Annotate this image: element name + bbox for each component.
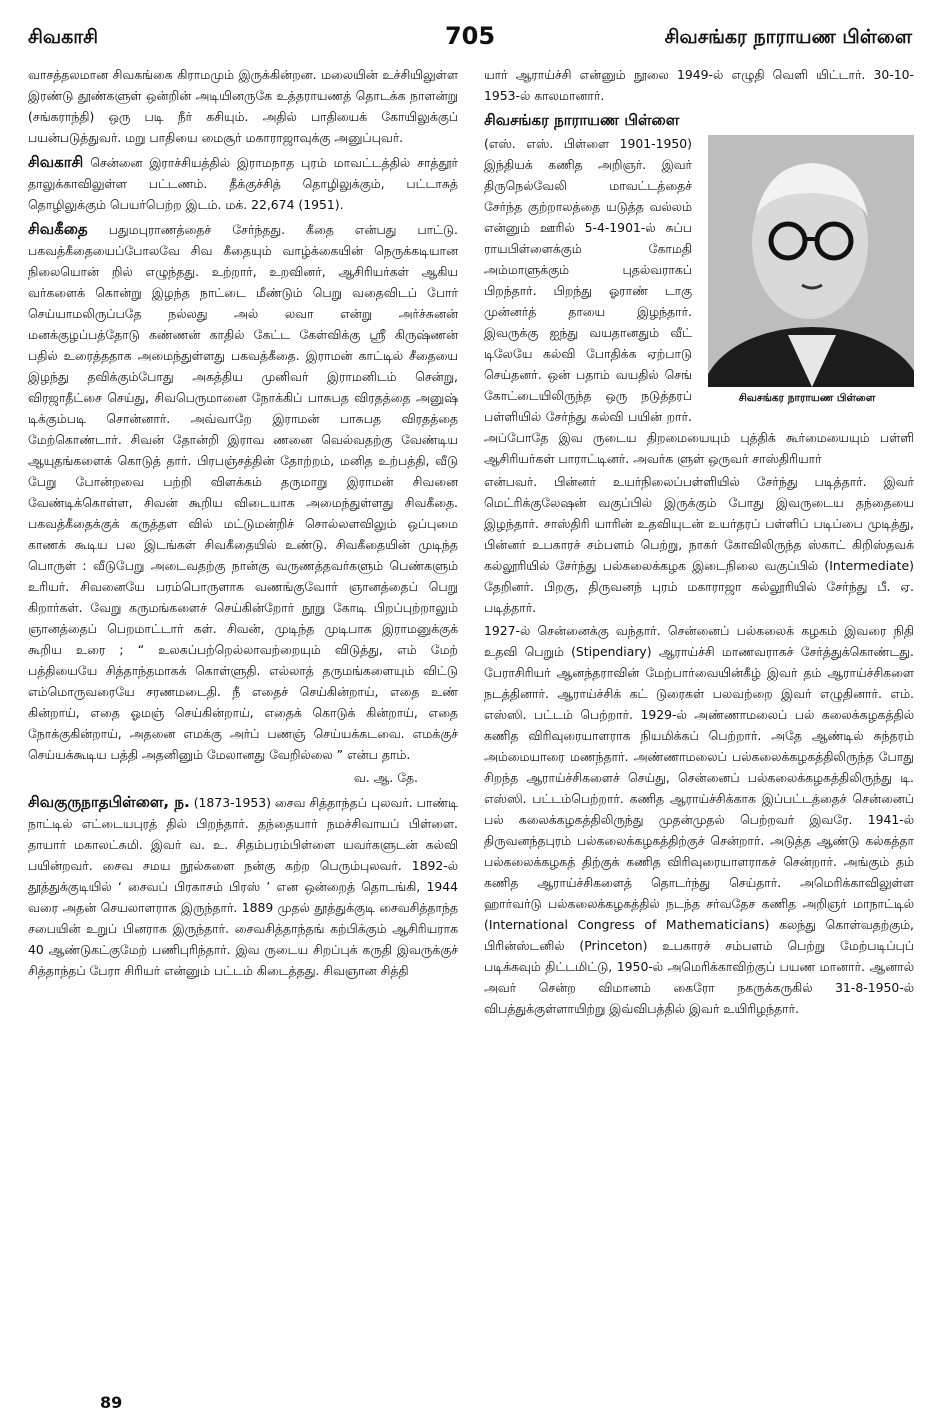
footer-page-number: 89 [100,1393,123,1412]
entry-headword: சிவசங்கர நாராயண பிள்ளை [484,111,680,129]
entry-headword: சிவகுருநாதபிள்ளை, ந. [28,793,190,811]
portrait-illustration [708,135,914,387]
portrait-caption: சிவசங்கர நாராயண பிள்ளை [738,392,876,404]
author-signature: வ. ஆ. தே. [353,770,418,785]
portrait-figure [700,135,914,405]
entry-body-continued: (எஸ். எஸ். பிள்ளை 1901-1950) இந்தியக் கணித அறிஞர். இவர் திருநெல்வேலி மாவட்டத்தைச் சேர்ந்த குற்றாலத்தை யடுத்த வல்லம் என்னும் ஊரில் 5-4-1901-ல் சுப்ப ராயபிள்ளைக்கும் கோமதி அம்மாளுக்கும் புதல்வராகப் பிறந்தார். பிறந்து ஓராண் டாகு முன்னர்த் தாயை இழந்தார். இவருக்கு ஐந்து வயதானதும் வீட் டிலேயே கல்வி போதிக்க ஏற்பாடு செய்தனர். ஒன் பதாம் வயதில் செங் கோட்டையிலிருந்த ஒரு நடுத்தரப் பள்ளியில் சேர்ந்து கல்வி பயின் றார். அப்போதே இவ ருடைய திறமையையும் புத்திக் கூர்மையையும் பள்ளி ஆசிரியர்கள் பாராட்டினர். அவர்க ளுள் ஒருவர் சாஸ்திரியார் [484,136,914,466]
portrait-photo [708,135,914,387]
page-number: 705 [444,22,496,50]
entry-headword: சிவகீதை [28,220,88,238]
entry-headword: சிவகாசி [28,153,84,171]
right-column [484,64,914,1021]
entry-body: சென்னை இராச்சியத்தில் இராமநாத புரம் மாவட்டத்தில் சாத்தூர் தாலுக்காவிலுள்ள பட்டணம். தீக்குச்சித் தொழிலுக்கும், பட்டாசுத் தொழிலுக்கும் பெயர்பெற்ற இடம். மக். 22,674 (1951). [28,155,458,212]
left-column [28,64,458,983]
entry-body: (1873-1953) சைவ சித்தாந்தப் புலவர். பாண்டி நாட்டில் எட்டையபுரத் தில் பிறந்தார். தந்தையார் நமச்சிவாயப் பிள்ளை. தாயார் மகாலட்சுமி. இவர் வ. உ. சிதம்பரம்பிள்ளை யவர்களுடன் கல்வி பயின்றவர். சைவ சமய நூல்களை நன்கு கற்ற பெரும்புலவர். 1892-ல் தூத்துக்குடியில் ‘ சைவப் பிரகாசம் பிரஸ் ’ என ஒன்றைத் தொடங்கி, 1944 வரை அதன் செயலாளராக இருந்தார். 1889 முதல் தூத்துக்குடி சைவசித்தாந்த சபையின் உறுப் பினராக இருந்தார். சைவசித்தாந்தங் கற்பிக்கும் ஆசிரியராக 40 ஆண்டுகட்குமேற் பணிபுரிந்தார். இவ ருடைய சிறப்புக் கருதி இவருக்குச் சித்தாந்தப் பேரா சிரியர் என்னும் பட்டம் கிடைத்தது. சிவஞான சித்தி [28,795,458,978]
entry-sivakasi [28,152,458,215]
entry-sivagurunathapillai [28,792,458,981]
entry-sivasankara-narayana-pillai [484,110,914,131]
entry-sivagitai [28,219,458,765]
running-head-right: சிவசங்கர நாராயண பிள்ளை [664,26,912,48]
entry-body-continued: 1927-ல் சென்னைக்கு வந்தார். சென்னைப் பல்கலைக் கழகம் இவரை நிதி உதவி பெறும் (Stipendiary) ஆராய்ச்சி மாணவராகச் சேர்த்துக்கொண்டது. பேராசிரியர் ஆனந்தராவின் மேற்பார்வையின்கீழ் இவர் தம் ஆராய்ச்சிகளை நடத்தினார். ஆராய்ச்சிக் கட் டுரைகள் பலவற்றை இவர் எழுதினார். எம். எஸ்ஸி. பட்டம் பெற்றார். 1929-ல் அண்ணாமலைப் பல் கலைக்கழகத்தில் கணித விரிவுரையாளராக நியமிக்கப் பெற்றார். அதே ஆண்டில் சுந்தரம் அம்மையாரை மணந்தார். அண்ணாமலைப் பல்கலைக்கழகத்திலிருந்த போது சிறந்த ஆராய்ச்சிகளைச் செய்து, சென்னைப் பல்கலைக்கழகத்திலிருந்து டி. எஸ்ஸி. பட்டம்பெற்றார். கணித ஆராய்ச்சிக்காக இப்பட்டத்தைச் சென்னைப் பல் கலைக்கழகத்திலிருந்து முதன்முதல் பெற்றவர் இவரே. 1941-ல் திருவனந்தபுரம் பல்கலைக்கழகத்திற்குச் சென்றார். அடுத்த ஆண்டு கல்கத்தா பல்கலைக்கழகத் திற்குக் கணித விரிவுரையாளராகச் சென்றார். அங்கும் தம் கணித ஆராய்ச்சிகளைத் தொடர்ந்து செய்தார். அமெரிக்காவிலுள்ள ஹார்வர்டு பல்கலைக்கழகத்தில் நடந்த சர்வதேச கணித அறிஞர் மாநாட்டில் (International Congress of Mathematicians) கலந்து கொள்வதற்கும், பிரின்ஸ்டனில் (Princeton) உபகாரச் சம்பளம் பெற்று மேற்படிப்புப் படிக்கவும் திட்டமிட்டு, 1950-ல் அமெரிக்காவிற்குப் பயண மானார். ஆனால் அவர் சென்ற விமானம் கைரோ நகருக்கருகில் 31-8-1950-ல் விபத்துக்குள்ளாயிற்று இவ்விபத்தில் இவர் உயிரிழந்தார். [484,623,914,1016]
entry-body-continued: என்பவர். பின்னர் உயர்நிலைப்பள்ளியில் சேர்ந்து படித்தார். இவர் மெட்ரிக்குலேஷன் வகுப்பில் இருக்கும் போது இவருடைய தந்தையை இழந்தார். சாஸ்திரி யாரின் உதவியுடன் உயர்தரப் பள்ளிப் படிப்பை முடித்து, பின்னர் உபகாரச் சம்பளம் பெற்று, நாகர் கோவிலிருந்த ஸ்காட் கிறிஸ்தவக் கல்லூரியில் சேர்ந்து பல்கலைக்கழக இடைநிலை வகுப்பில் (Intermediate) தேறினர். பிறகு, திருவனந் புரம் மகாராஜா கல்லூரியில் சேர்ந்து பீ. ஏ. படித்தார். [484,474,914,615]
entry-body: பதுமபுராணத்தைச் சேர்ந்தது. கீதை என்பது பாட்டு. பகவத்கீதையைப்போலவே சிவ கீதையும் வாழ்க்கையின் நெருக்கடியான நிலையொன் றில் எழுந்தது. உற்றார், உறவினர், ஆசிரியர்கள் ஆகிய வர்களைக் கொன்று இழந்த நாட்டை மீண்டும் பெறு வதைவிடப் போர் செய்யாமலிருப்பதே நல்லது அல் லவா என்று அர்ச்சுனன் மனக்குழப்பத்தோடு கண்ணன் காதில் கேட்ட கேள்விக்கு ஸ்ரீ கிருஷ்ணன் பதில் உரைத்ததாக அமைந்துள்ளது பகவத்கீதை. இராமன் காட்டில் சீதையை இழந்து தவிக்கும்போது அகத்திய முனிவர் இராமனிடம் சென்று, விரஜாதீட்சை செய்து, சிவபெருமானை நோக்கிப் பாசுபத விரதத்தை அனுஷ் டிக்கும்படி சொன்னார். அவ்வாறே இராமன் பாசுபத விரதத்தை மேற்கொண்டார். சிவன் தோன்றி இராவ ணனை வெல்வதற்கு வேண்டிய ஆயுதங்களைக் கொடுத் தார். பிரபஞ்சத்தின் தோற்றம், மனித உற்பத்தி, வீடு பேறு போன்றவை பற்றி விளக்கம் தருமாறு இராமன் சிவனை வேண்டிக்கொள்ள, சிவன் கூறிய விடையாக அமைந்துள்ளது சிவகீதை. பகவத்கீதைக்குக் கருத்தள வில் மட்டுமன்றிச் சொல்லளவிலும் ஒப்புமை காணக் கூடிய பல இடங்கள் சிவகீதையில் உண்டு. சிவகீதையின் முடிந்த பொருள் : வீடுபேறு அடைவதற்கு நான்கு வருணத்தவர்களும் பெண்களும் உரியர். சிவனையே பரம்பொருளாக வணங்குவோர் ஞானத்தைப் பெறு கிறார்கள். வேறு கருமங்களைச் செய்கின்றோர் நூறு கோடி பிறப்புற்றாலும் ஞானத்தைப் பெறமாட்டார் கள். சிவன், முடிந்த முடிபாக இராமனுக்குக் கூறிய உரை ; “ உலகப்பற்றெல்லாவற்றையும் விடுத்து, எம் மேற் பத்தியையே சித்தாந்தமாகக் கொள்ளுதி. எல்லாத் தருமங்களையும் விட்டு எம்மொருவரையே சரணமடைதி. நீ எதைச் செய்கின்றாய், எதை உண் கின்றாய், எதை ஓமஞ் செய்கின்றாய், எதைக் கொடுக் கின்றாய், எதை நோக்குகின்றாய், அதனை எமக்கு அர்ப் பணஞ் செய்யக்கடவை. எமக்குச் செய்யக்கூடிய பத்தி அதனினும் மேலானது வேறில்லை ” என்ப தாம். [28,222,458,762]
running-head-left: சிவகாசி [28,26,99,48]
continuation-paragraph: யார் ஆராய்ச்சி என்னும் நூலை 1949-ல் எழுதி வெளி யிட்டார். 30-10-1953-ல் காலமானார். [484,67,914,103]
intro-paragraph: வாசத்தலமான சிவகங்கை கிராமமும் இருக்கின்றன. மலையின் உச்சியிலுள்ள இரண்டு தூண்களுள் ஒன்றின் அடியினருகே உத்தராயணத் தொடக்க நாளன்று (சங்கராந்தி) ஒரு படி நீர் கசியும். அதில் பாதியைக் கோயிலுக்குப் பயன்படுத்துவர். மறு பாதியை மைசூர் மகாராஜாவுக்கு அனுப்புவர். [28,67,458,145]
